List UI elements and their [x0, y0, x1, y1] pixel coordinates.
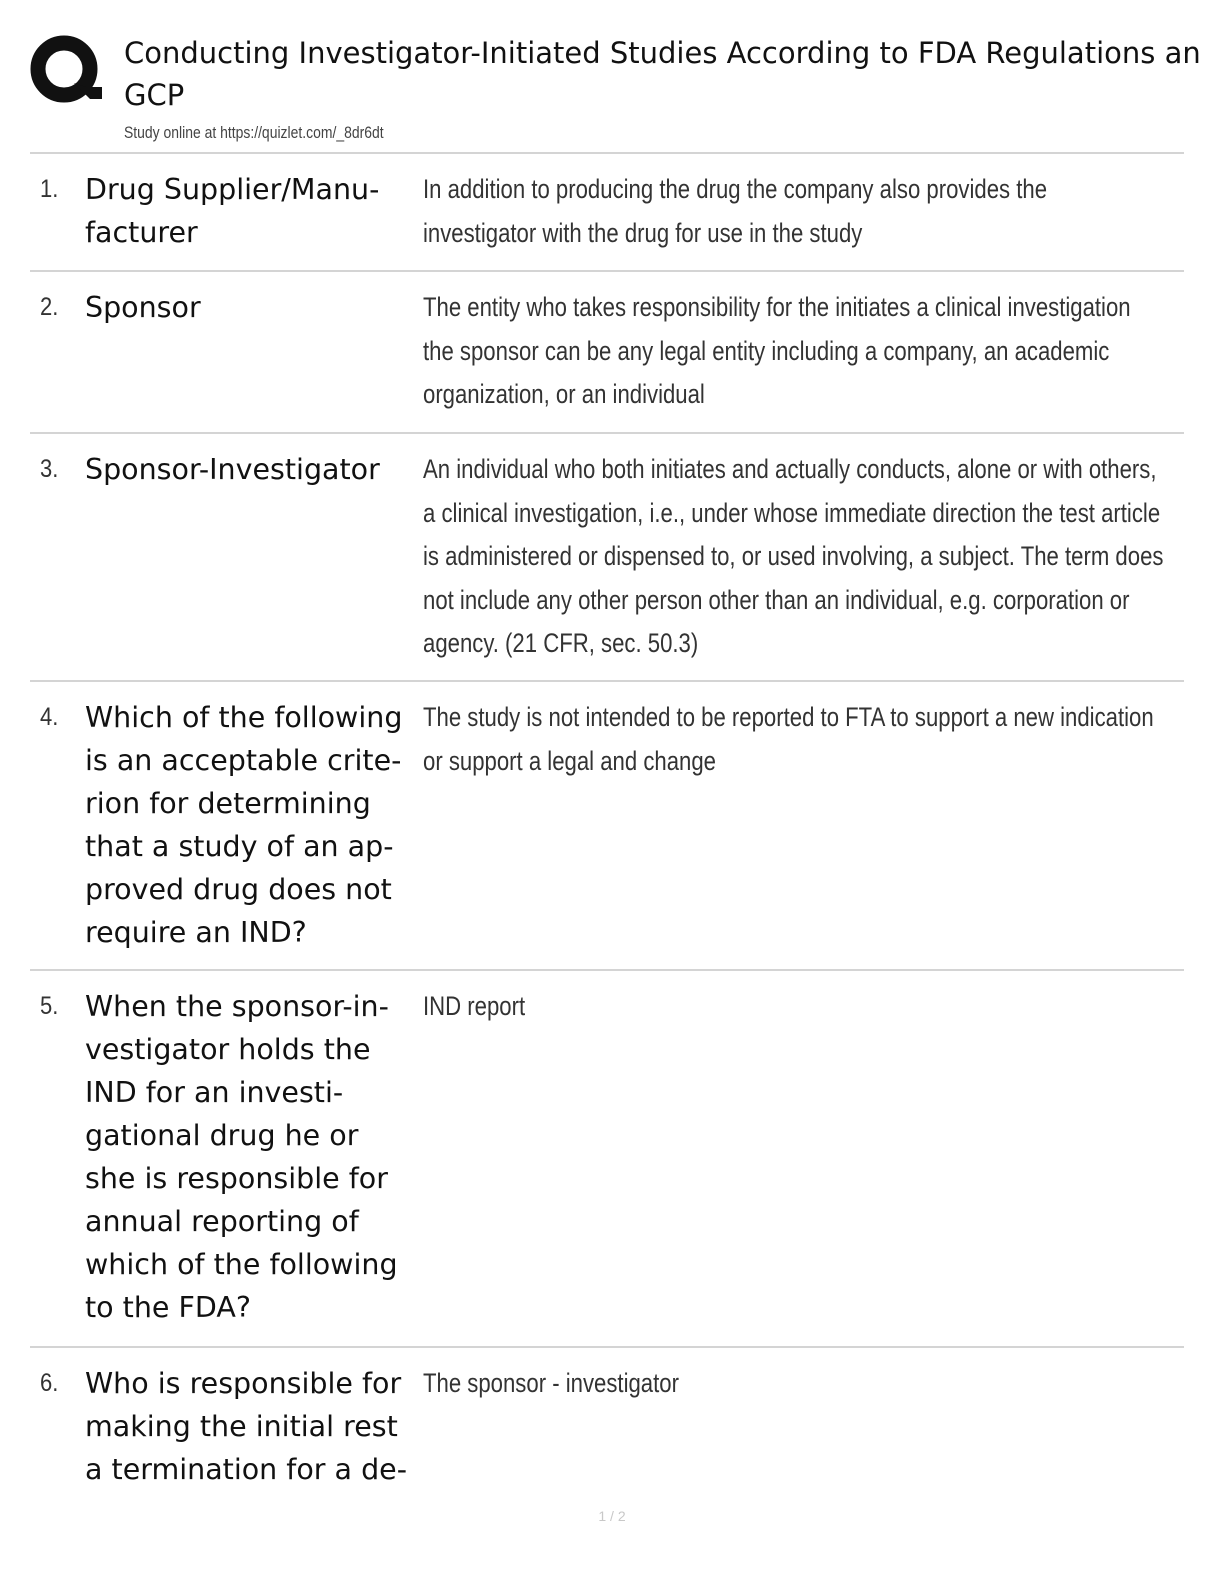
flashcard-row [30, 1348, 1184, 1498]
quizlet-logo-icon [30, 33, 102, 107]
card-definition: The sponsor - investigator [423, 1368, 679, 1398]
flashcard-row [30, 682, 1184, 971]
card-term: Who is responsible for making the initial rest a termination for a de- [85, 1367, 407, 1486]
document-title: Conducting Investigator-Initiated Studies According to FDA Regulations an GCP [124, 36, 1201, 112]
flashcard-row [30, 154, 1184, 272]
flashcard-row [30, 272, 1184, 434]
card-definition: An individual who both initiates and actually conducts, alone or with others, a clinical investigation, i.e., under whose immediate direction the test article is administered or dispensed to, or used involving, a subject. The term does not include any other person other than an individual, e.g. corporation or agency. (21 CFR, sec. 50.3) [423, 454, 1164, 658]
card-term: Drug Supplier/Manu- facturer [85, 173, 380, 249]
document-header [0, 0, 1224, 152]
card-term: When the sponsor-in- vestigator holds the IND for an investi- gational drug he or she is responsible for annual reporting of which of the following to the FDA? [85, 990, 398, 1324]
study-online-link[interactable]: Study online at https://quizlet.com/_8dr6dt [124, 123, 384, 142]
flashcard-row [30, 971, 1184, 1348]
card-definition: The study is not intended to be reported to FTA to support a new indication or support a legal and change [423, 702, 1154, 776]
card-number: 2. [40, 293, 59, 321]
card-definition: The entity who takes responsibility for the initiates a clinical investigation the sponsor can be any legal entity including a company, an academic organization, or an individual [423, 292, 1131, 409]
card-definition: In addition to producing the drug the company also provides the investigator with the drug for use in the study [423, 174, 1048, 248]
card-term: Sponsor [85, 291, 201, 324]
card-definition: IND report [423, 991, 526, 1021]
card-term: Which of the following is an acceptable crite- rion for determining that a study of an ap- proved drug does not require an IND? [85, 701, 403, 949]
card-number: 3. [40, 455, 59, 483]
flashcard-row [30, 434, 1184, 682]
card-number: 5. [40, 992, 59, 1020]
card-term: Sponsor-Investigator [85, 453, 380, 486]
card-number: 6. [40, 1369, 59, 1397]
card-number: 4. [40, 703, 59, 731]
card-number: 1. [40, 175, 59, 203]
page-number: 1 / 2 [598, 1508, 626, 1524]
